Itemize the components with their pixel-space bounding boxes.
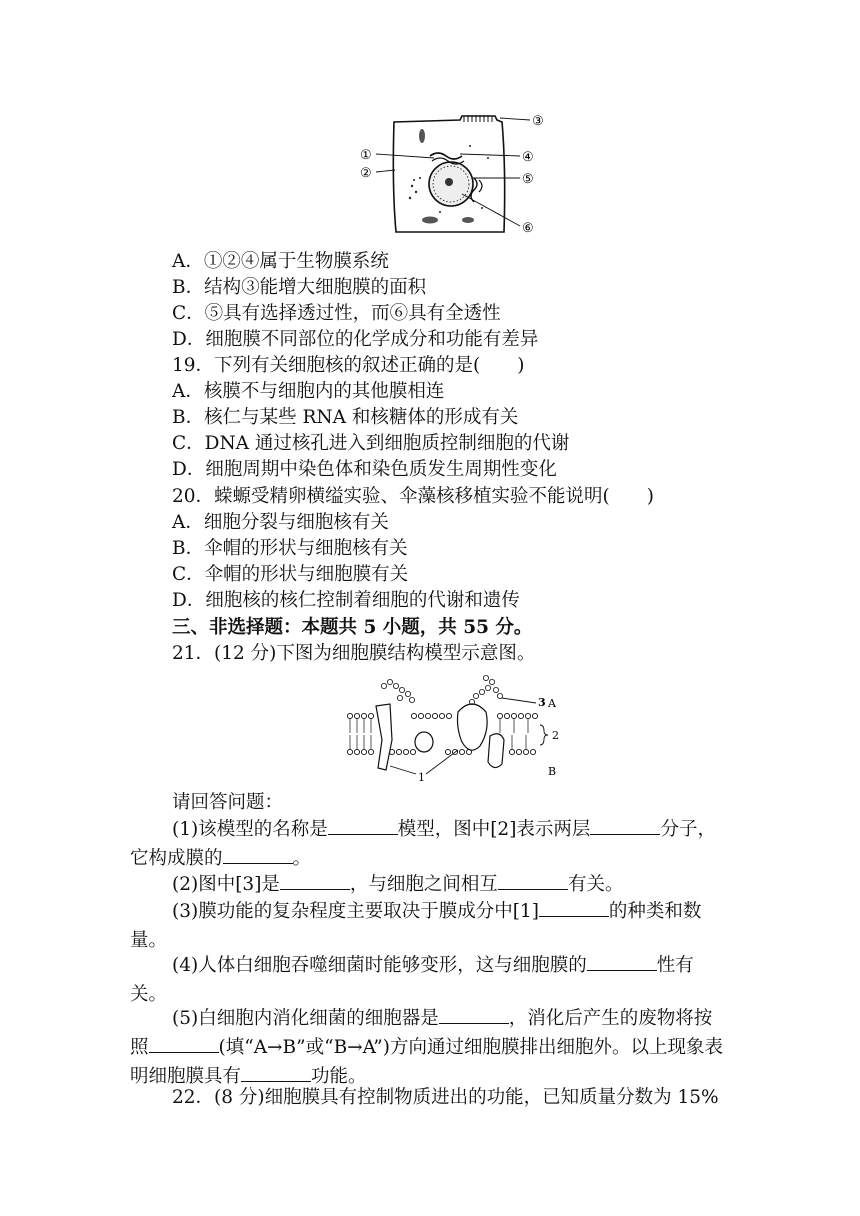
q20-stem: 20．蝾螈受精卵横缢实验、伞藻核移植实验不能说明( ) [172,486,654,507]
q22-stem: 22．(8 分)细胞膜具有控制物质进出的功能，已知质量分数为 15% [172,1087,719,1108]
q19-option-a: A．核膜不与细胞内的其他膜相连 [172,381,445,402]
q21-part-2: (2)图中[3]是 ，与细胞之间相互 有关。 [130,870,730,899]
q19-option-c: C．DNA 通过核孔进入到细胞质控制细胞的代谢 [172,433,570,454]
q21-part-1: (1)该模型的名称是 模型，图中[2]表示两层 分子，它构成膜的 。 [130,815,730,873]
q19-option-d: D．细胞周期中染色体和染色质发生周期性变化 [172,459,557,480]
membrane-label-a: A [548,697,556,710]
label-4: ④ [522,150,534,165]
membrane-label-2: 2 [552,729,559,742]
q18-option-b: B．结构③能增大细胞膜的面积 [172,277,427,298]
q19-option-b: B．核仁与某些 RNA 和核糖体的形成有关 [172,407,519,428]
label-1: ① [360,148,372,163]
q21-part-3: (3)膜功能的复杂程度主要取决于膜成分中[1] 的种类和数量。 [130,897,730,955]
q18-option-a: A．①②④属于生物膜系统 [172,251,389,272]
q20-option-a: A．细胞分裂与细胞核有关 [172,512,389,533]
membrane-label-b: B [548,765,557,778]
cell-diagram [350,108,550,242]
q20-option-b: B．伞帽的形状与细胞核有关 [172,538,408,559]
q20-option-d: D．细胞核的核仁控制着细胞的代谢和遗传 [172,590,520,611]
q21-part-5: (5)白细胞内消化细菌的细胞器是 ，消化后产生的废物将按照 (填“A→B”或“B→A”)方向通过细胞膜排出细胞外。以上现象表明细胞膜具有 功能。 [130,1004,730,1091]
label-3: ③ [532,114,544,129]
membrane-label-3: 3 [538,696,546,709]
section-3-title: 三、非选择题：本题共 5 小题，共 55 分。 [172,617,533,638]
label-2: ② [360,166,372,181]
membrane-label-1: 1 [418,771,425,782]
q19-stem: 19．下列有关细胞核的叙述正确的是( ) [172,355,525,376]
label-5: ⑤ [522,172,534,187]
membrane-diagram [340,670,570,782]
q20-option-c: C．伞帽的形状与细胞膜有关 [172,564,409,585]
q21-part-4: (4)人体白细胞吞噬细菌时能够变形，这与细胞膜的 性有关。 [130,951,730,1009]
q21-prompt: 请回答问题： [172,792,284,813]
q18-option-d: D．细胞膜不同部位的化学成分和功能有差异 [172,329,539,350]
q18-option-c: C．⑤具有选择透过性，而⑥具有全透性 [172,303,501,324]
q21-stem: 21．(12 分)下图为细胞膜结构模型示意图。 [172,643,536,664]
label-6: ⑥ [522,221,534,236]
